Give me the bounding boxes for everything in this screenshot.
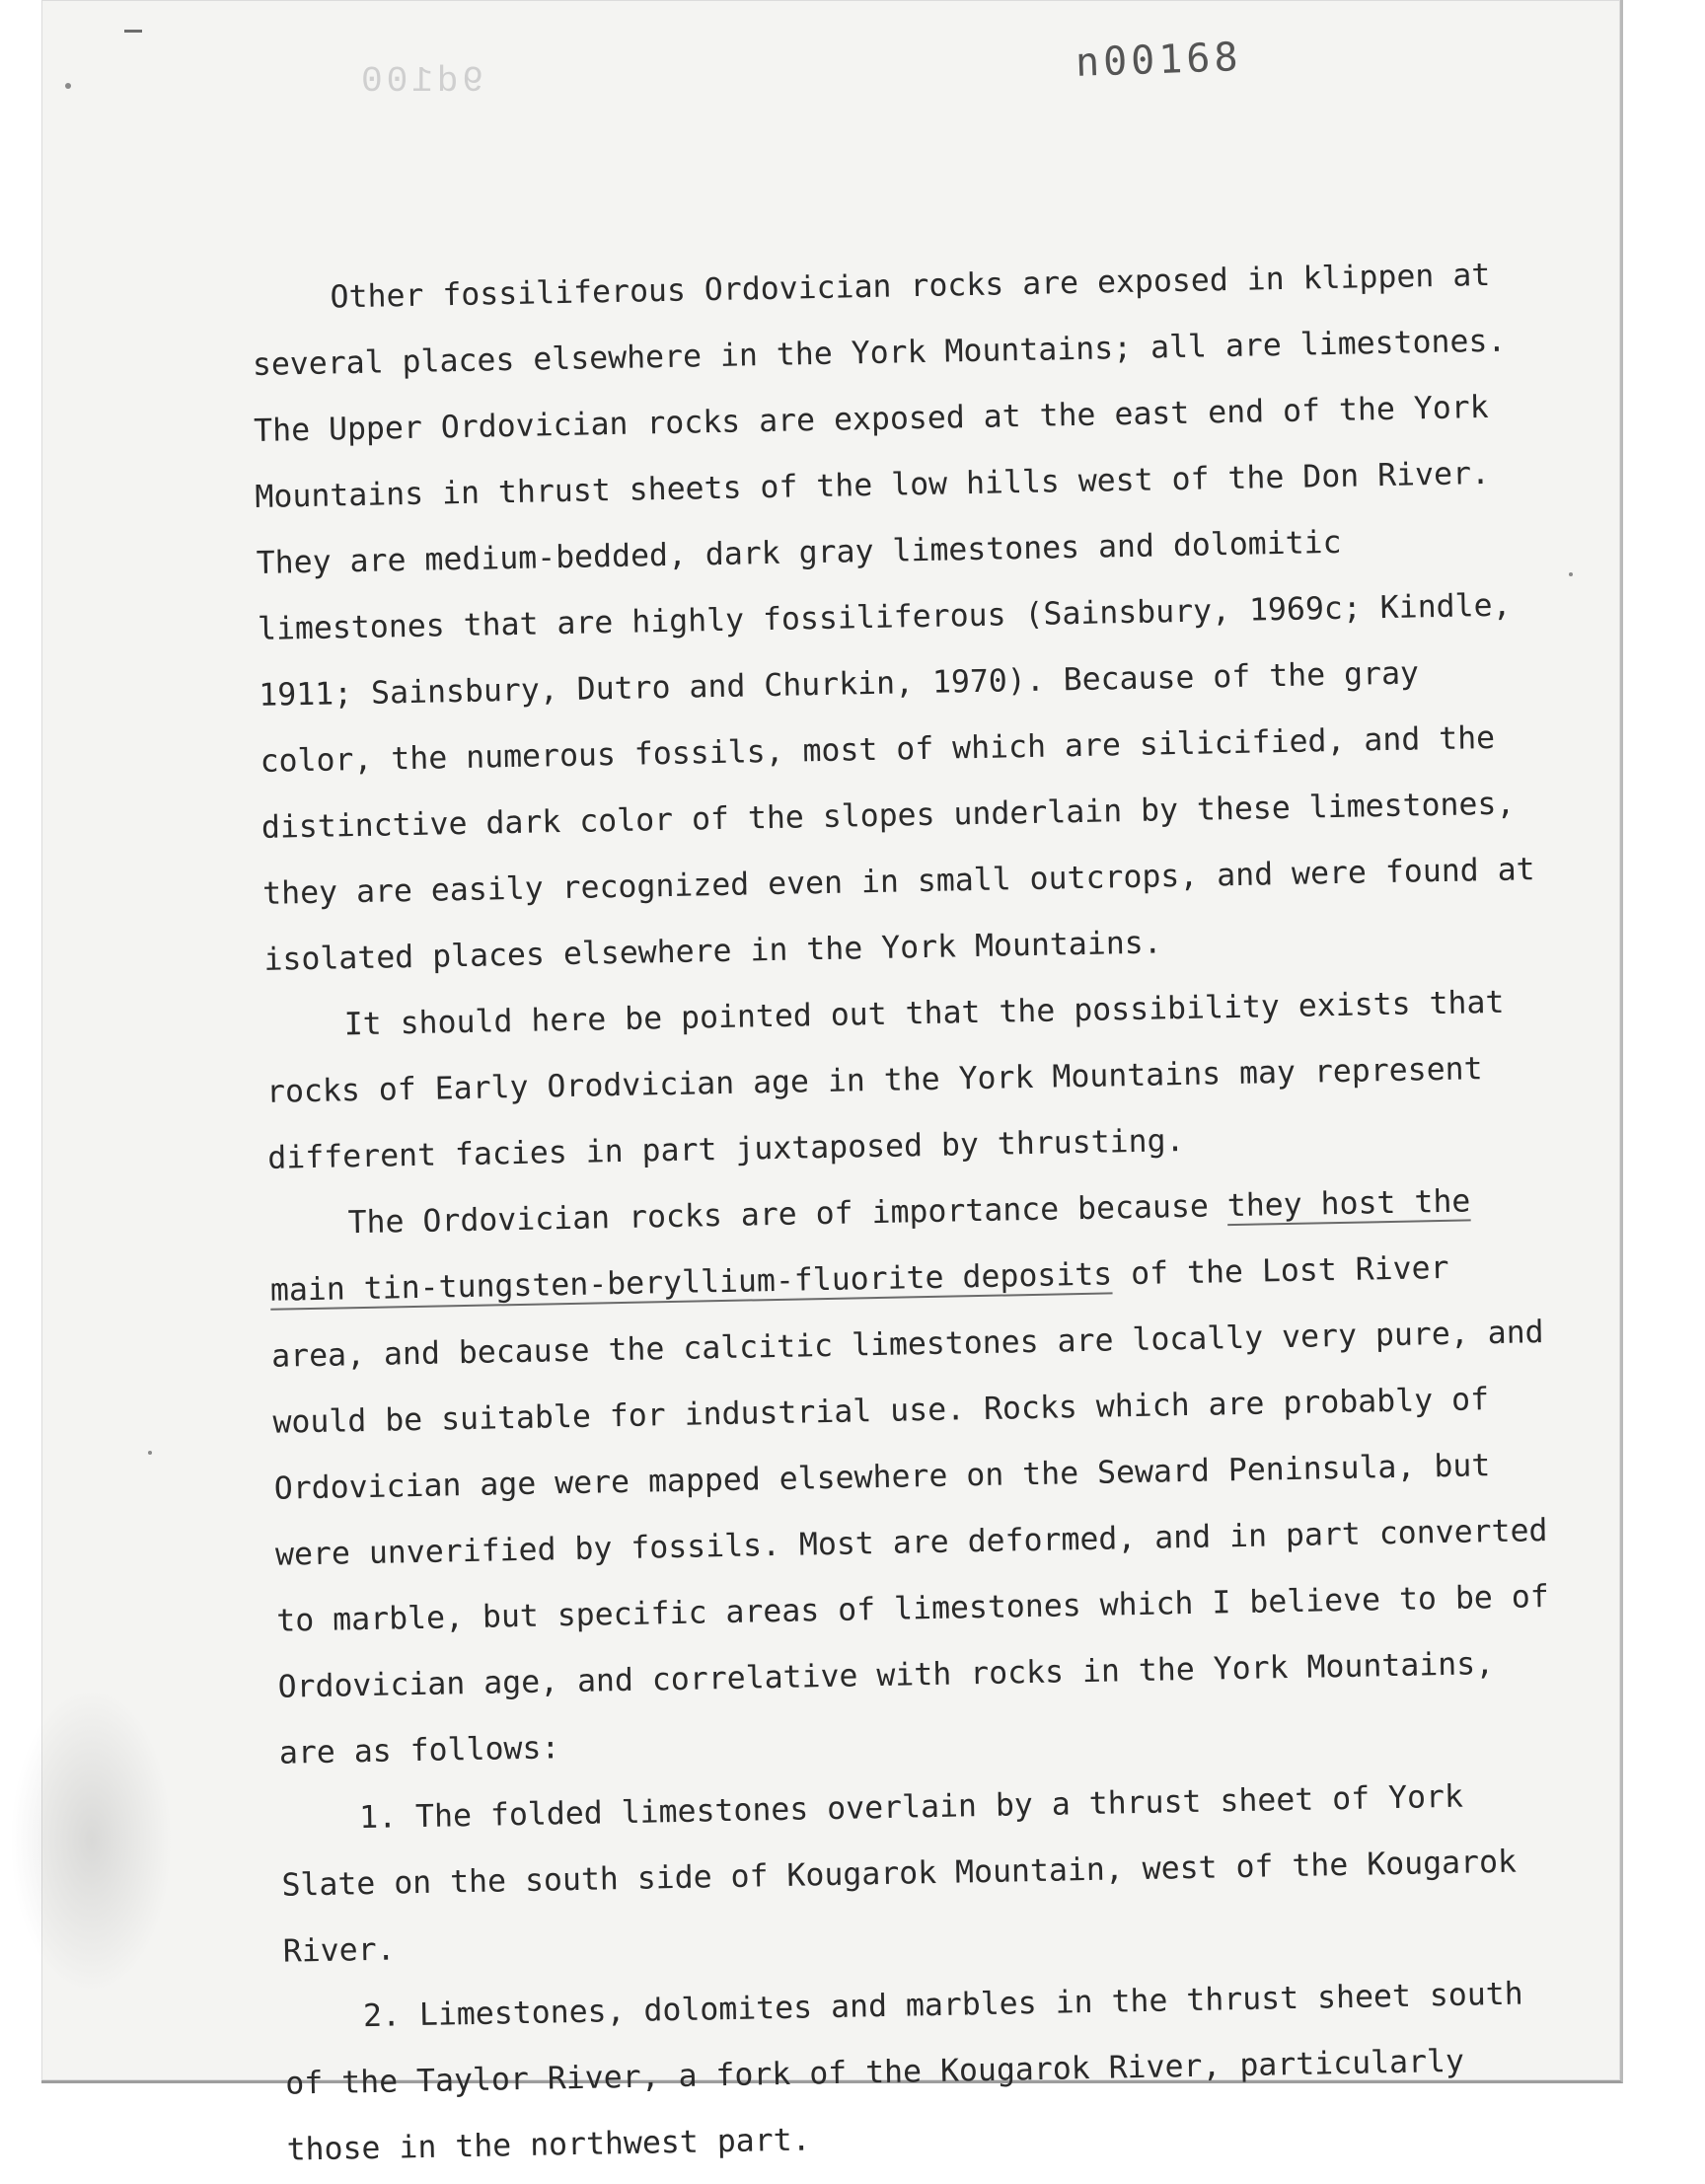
- list-item-1: 1. The folded limestones overlain by a thrust sheet of York Slate on the south side of Kougarok Mountain, west of the Kougarok River.: [281, 1778, 1518, 1970]
- margin-mark: [124, 30, 142, 33]
- paragraph-fossiliferous-ordovician: Other fossiliferous Ordovician rocks are exposed in klippen at several places elsewhere in the York Mountains; all are limestones. The Upper Ordovician rocks are exposed at the east end of the York Mountains in thrust sheets of the low hills west of the Don River. They are medium-bedded, dark gray limestones and dolomitic limestones that are highly fossiliferous (Sainsbury, 1969c; Kindle, 1911; Sainsbury, Dutro and Churkin, 1970). Because of the gray color, the numerous fossils, most of which are silicified, and the distinctive dark color of the slopes underlain by these limestones, they are easily recognized even in small outcrops, and were found at isolated places elsewhere in the York Mountains.: [252, 257, 1535, 978]
- scan-speck: [65, 83, 71, 89]
- scanned-page: [41, 0, 1623, 2168]
- body-text: [251, 242, 1560, 2183]
- paragraph-possibility: It should here be pointed out that the possibility exists that rocks of Early Orodvician age in the York Mountains may represent different facies in part juxtaposed by thrusting.: [265, 984, 1505, 1176]
- list-item-2: 2. Limestones, dolomites and marbles in the thrust sheet south of the Taylor River, a fork of the Kougarok River, particularly those in the northwest part.: [285, 1976, 1524, 2168]
- scan-smudge: [10, 1688, 173, 1994]
- importance-text-start: The Ordovician rocks are of importance because: [347, 1188, 1228, 1242]
- bleed-through-page-number: 9d100: [357, 61, 484, 102]
- scan-speck: [1569, 572, 1573, 576]
- scan-speck: [148, 1451, 152, 1455]
- paragraph-importance: [268, 1167, 1552, 1787]
- importance-text-end: of the Lost River area, and because the calcitic limestones are locally very pure, and would be suitable for industrial use. Rocks which are probably of Ordovician age were mapped elsewhere on the Seward Peninsula, but were unverified by fossils. Most are deformed, and in part converted to marble, but specific areas of limestones which I believe to be of Ordovician age, and correlative with rocks in the York Mountains, are as follows:: [270, 1249, 1550, 1771]
- underlined-deposits-phrase: they host the main tin-tungsten-beryllium-fluorite deposits: [269, 1183, 1471, 1309]
- page-number: n00168: [1075, 35, 1243, 86]
